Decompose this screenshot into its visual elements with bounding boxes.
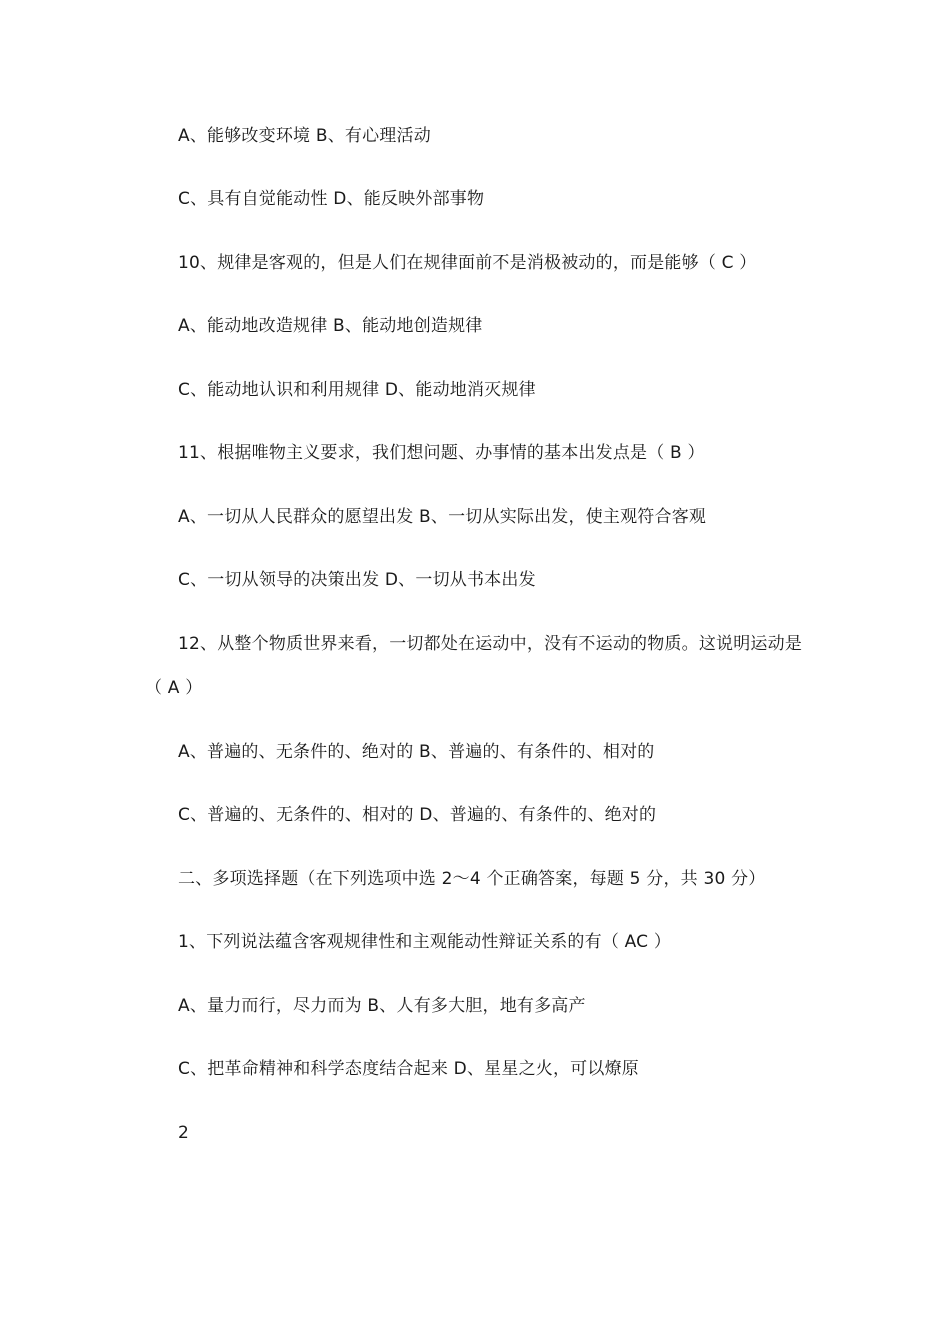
option-line-q11-cd: C、一切从领导的决策出发 D、一切从书本出发 (178, 570, 536, 590)
option-line-q9-cd: C、具有自觉能动性 D、能反映外部事物 (178, 189, 485, 209)
question-1: 1、下列说法蕴含客观规律性和主观能动性辩证关系的有（ AC ） (178, 932, 672, 952)
option-line-q1-cd: C、把革命精神和科学态度结合起来 D、星星之火，可以燎原 (178, 1059, 639, 1079)
question-10: 10、规律是客观的，但是人们在规律面前不是消极被动的，而是能够（ C ） (178, 253, 757, 273)
option-line-q1-ab: A、量力而行，尽力而为 B、人有多大胆，地有多高产 (178, 996, 586, 1016)
option-line-q12-cd: C、普遍的、无条件的、相对的 D、普遍的、有条件的、绝对的 (178, 805, 657, 825)
question-12: 12、从整个物质世界来看，一切都处在运动中，没有不运动的物质。这说明运动是（ A ） (145, 634, 803, 698)
option-line-q10-ab: A、能动地改造规律 B、能动地创造规律 (178, 316, 483, 336)
page-number: 2 (178, 1123, 190, 1143)
option-line-q10-cd: C、能动地认识和利用规律 D、能动地消灭规律 (178, 380, 536, 400)
option-line-q9-ab: A、能够改变环境 B、有心理活动 (178, 126, 431, 146)
option-line-q12-ab: A、普遍的、无条件的、绝对的 B、普遍的、有条件的、相对的 (178, 742, 655, 762)
question-11: 11、根据唯物主义要求，我们想问题、办事情的基本出发点是（ B ） (178, 443, 705, 463)
section-heading-multiple-choice: 二、多项选择题（在下列选项中选 2～4 个正确答案，每题 5 分，共 30 分） (178, 869, 766, 889)
option-line-q11-ab: A、一切从人民群众的愿望出发 B、一切从实际出发，使主观符合客观 (178, 507, 707, 527)
